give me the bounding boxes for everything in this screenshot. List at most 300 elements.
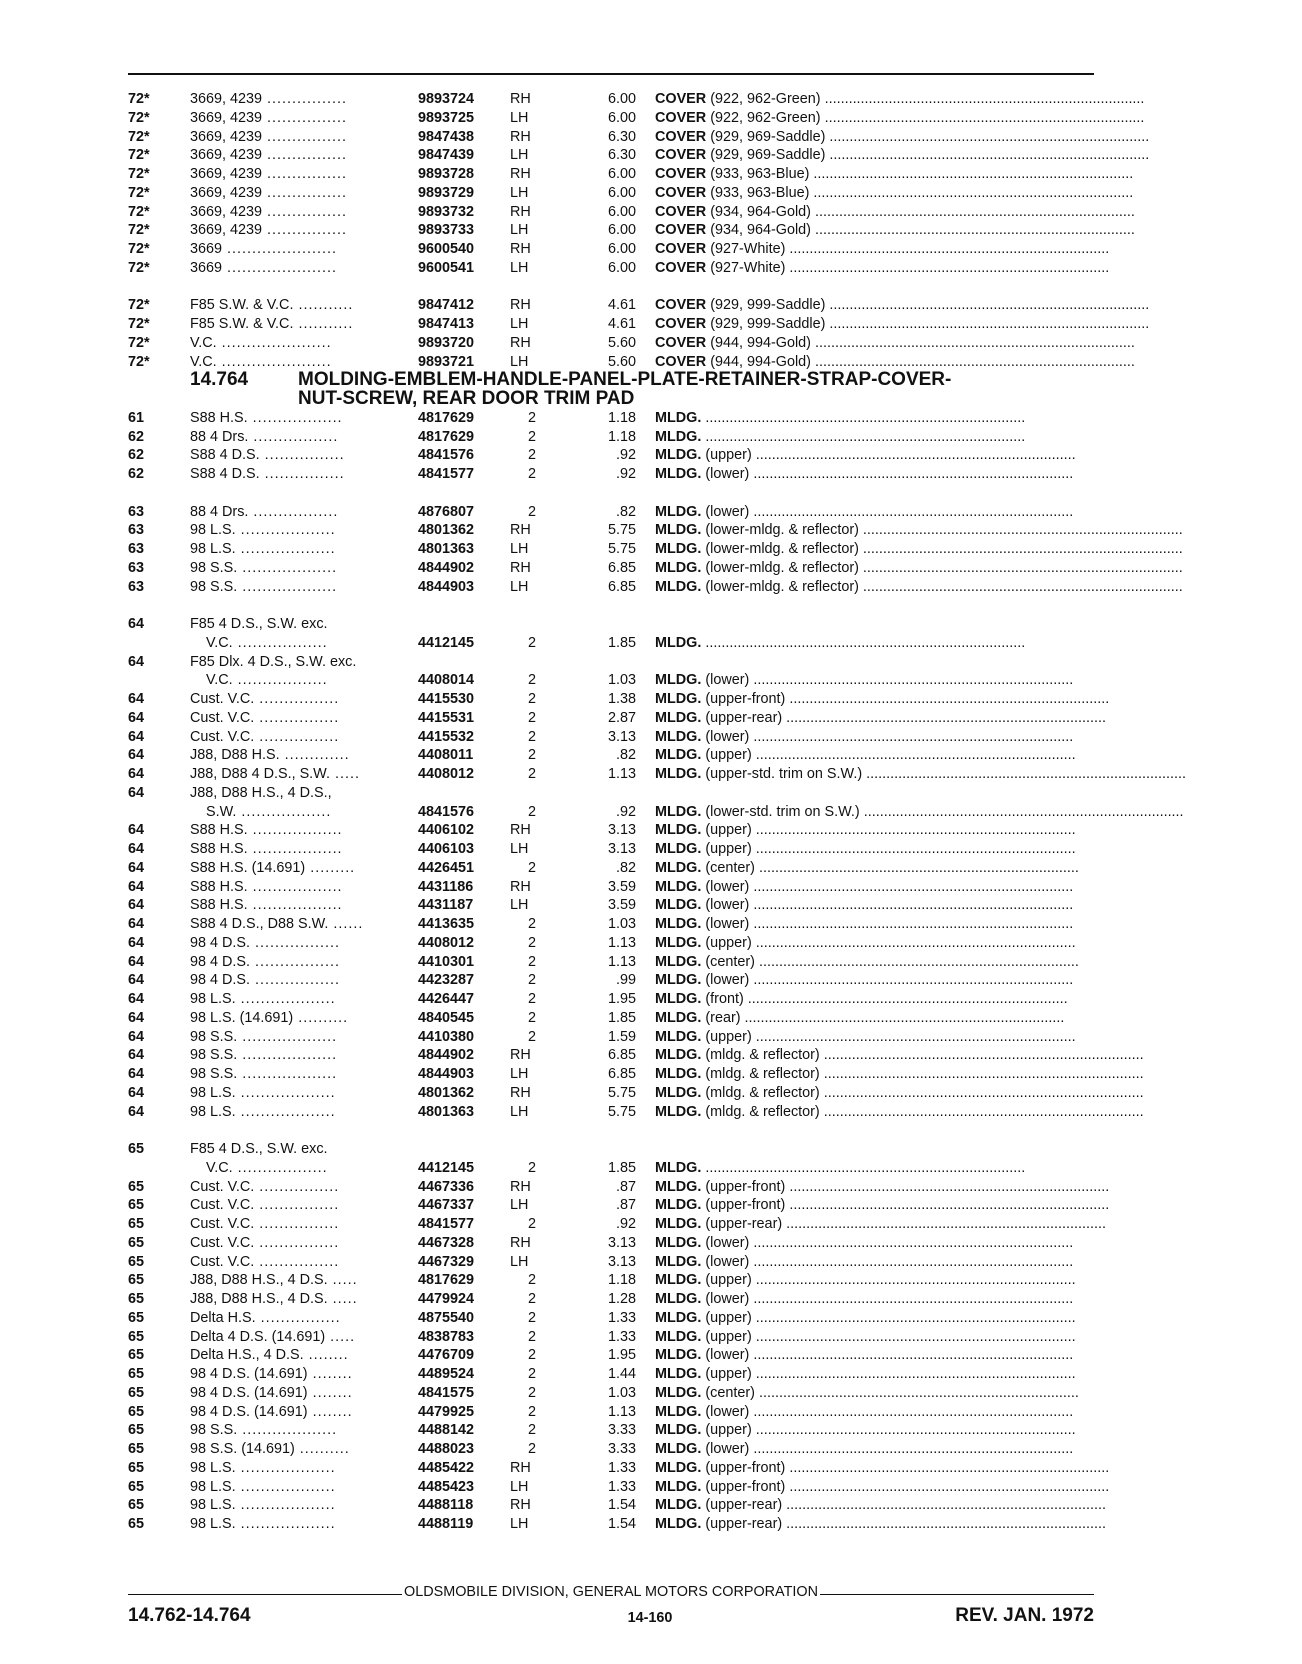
table-row xyxy=(0,1215,1302,1234)
price: 1.44 xyxy=(607,1366,636,1382)
model-year: 72* xyxy=(128,166,150,182)
part-name: MLDG. xyxy=(655,1216,702,1232)
table-row xyxy=(0,1253,1302,1272)
table-row xyxy=(0,615,1302,653)
quantity: RH xyxy=(510,559,531,576)
model-year: 64 xyxy=(128,728,145,745)
part-note: (lower-mldg. & reflector) xyxy=(705,541,859,557)
part-name: MLDG. xyxy=(655,1309,702,1326)
description: MLDG. (lower) ................................................................................ xyxy=(655,1234,1074,1251)
part-number: 9893725 xyxy=(418,109,475,126)
description: COVER (934, 964-Gold) ................................................................................ xyxy=(655,203,1135,220)
model-cell: 98 S.S. ................... xyxy=(190,578,338,595)
description: MLDG. (upper) ................................................................................ xyxy=(655,934,1076,951)
description: COVER (929, 999-Saddle) ................................................................................ xyxy=(655,316,1150,332)
quantity: 2 xyxy=(527,1422,536,1439)
part-name: MLDG. xyxy=(655,1478,702,1495)
table-row xyxy=(0,859,1302,878)
part-name: MLDG. xyxy=(655,991,702,1007)
part-number: 4408011 xyxy=(418,747,474,764)
section-number: 14.764 xyxy=(190,369,249,391)
quantity: 2 xyxy=(527,1291,536,1307)
block-61-62 xyxy=(0,409,1302,484)
model-cell: 3669, 4239 ................ xyxy=(190,222,348,239)
part-note: (lower) xyxy=(705,672,750,689)
model-year: 64 xyxy=(128,991,145,1007)
model-cell: 98 S.S. ................... xyxy=(190,559,338,576)
description: MLDG. (lower) ................................................................................ xyxy=(655,1253,1074,1270)
price: 5.75 xyxy=(607,1103,636,1120)
model-name: 98 S.S. (14.691) xyxy=(190,1441,295,1457)
model-year: 64 xyxy=(128,747,145,764)
model-cell: 98 4 D.S. ................. xyxy=(190,972,340,989)
model-name-cont: V.C. xyxy=(206,672,233,689)
description: MLDG. (lower) ................................................................................ xyxy=(655,1403,1074,1420)
model-name: 98 L.S. (14.691) xyxy=(190,1009,294,1026)
part-number: 4476709 xyxy=(418,1347,475,1364)
model-year: 72* xyxy=(128,316,150,332)
part-number: 4479924 xyxy=(418,1291,475,1307)
part-name: MLDG. xyxy=(655,1253,702,1270)
table-row xyxy=(0,146,1302,165)
price: 1.13 xyxy=(607,934,636,951)
model-year: 63 xyxy=(128,522,145,539)
table-row xyxy=(0,503,1302,522)
part-note: (upper-std. trim on S.W.) xyxy=(705,766,863,782)
part-name: MLDG. xyxy=(655,672,702,689)
part-name: MLDG. xyxy=(655,1403,702,1420)
description: MLDG. (lower) ................................................................................ xyxy=(655,1291,1074,1307)
model-name: J88, D88 H.S., 4 D.S. xyxy=(190,1272,328,1289)
quantity: RH xyxy=(510,522,531,539)
model-name: 98 S.S. xyxy=(190,578,238,595)
model-name: F85 4 D.S., S.W. exc. xyxy=(190,616,328,632)
part-note: (lower-mldg. & reflector) xyxy=(705,578,859,595)
part-note: (lower) xyxy=(705,897,750,914)
quantity: LH xyxy=(510,316,529,332)
price: 1.85 xyxy=(607,1159,636,1176)
part-name: MLDG. xyxy=(655,1441,702,1457)
part-note: (upper-rear) xyxy=(705,1216,783,1232)
model-name: V.C. xyxy=(190,334,217,351)
price: 1.03 xyxy=(607,672,636,689)
part-number: 9893729 xyxy=(418,184,475,201)
model-name: 98 L.S. xyxy=(190,1478,236,1495)
part-name: MLDG. xyxy=(655,1384,702,1401)
part-number: 4467328 xyxy=(418,1234,475,1251)
model-cell: 3669, 4239 ................ xyxy=(190,147,348,164)
part-note: (upper-rear) xyxy=(705,1497,783,1514)
table-row xyxy=(0,1028,1302,1047)
part-name: MLDG. xyxy=(655,972,702,989)
model-name: 98 4 D.S. (14.691) xyxy=(190,1366,308,1382)
model-name: 98 4 D.S. (14.691) xyxy=(190,1403,308,1420)
quantity: RH xyxy=(510,241,531,257)
model-year: 64 xyxy=(128,616,145,632)
model-cell: S88 H.S. .................. xyxy=(190,897,343,914)
part-name: COVER xyxy=(655,297,707,314)
part-number: 9847413 xyxy=(418,316,475,332)
price: 5.75 xyxy=(607,1084,636,1101)
description: MLDG. (upper-front) ................................................................................ xyxy=(655,691,1110,707)
model-name: Delta 4 D.S. (14.691) xyxy=(190,1328,326,1345)
part-number: 4817629 xyxy=(418,1272,475,1289)
part-note: (mldg. & reflector) xyxy=(705,1047,820,1064)
table-row xyxy=(0,409,1302,428)
description: COVER (929, 969-Saddle) ................................................................................ xyxy=(655,128,1150,145)
quantity: LH xyxy=(510,578,529,595)
model-year: 65 xyxy=(128,1253,145,1270)
table-row xyxy=(0,1234,1302,1253)
model-name: 98 L.S. xyxy=(190,1084,236,1101)
description: MLDG. (upper-rear) ................................................................................ xyxy=(655,709,1107,726)
part-name: COVER xyxy=(655,334,707,351)
part-note: (lower) xyxy=(705,466,750,482)
part-name: MLDG. xyxy=(655,1178,702,1195)
part-name: MLDG. xyxy=(655,428,702,445)
price: 1.13 xyxy=(607,1403,636,1420)
model-cell: 98 L.S. ................... xyxy=(190,991,336,1007)
model-cell: Cust. V.C. ................ xyxy=(190,1178,340,1195)
model-cell: 98 L.S. ................... xyxy=(190,541,336,557)
model-cell: Cust. V.C. ................ xyxy=(190,1216,340,1232)
model-year: 72* xyxy=(128,109,150,126)
section-range: 14.762-14.764 xyxy=(128,1605,251,1626)
price: 1.59 xyxy=(607,1028,636,1045)
model-name: 3669, 4239 xyxy=(190,109,263,126)
part-note: (lower) xyxy=(705,1403,750,1420)
part-name: MLDG. xyxy=(655,1047,702,1064)
part-name: MLDG. xyxy=(655,822,702,839)
table-row xyxy=(0,540,1302,559)
model-name: 98 L.S. xyxy=(190,541,236,557)
price: 6.85 xyxy=(607,578,636,595)
description: MLDG. (upper) ................................................................................ xyxy=(655,822,1076,839)
part-note: (upper) xyxy=(705,822,752,839)
table-row xyxy=(0,746,1302,765)
description: MLDG. (upper) ................................................................................ xyxy=(655,1309,1076,1326)
part-name: COVER xyxy=(655,166,707,182)
model-cell: 98 L.S. (14.691) .......... xyxy=(190,1009,349,1026)
table-row xyxy=(0,1309,1302,1328)
model-name: Cust. V.C. xyxy=(190,728,255,745)
model-name: 98 L.S. xyxy=(190,1103,236,1120)
table-row xyxy=(0,1403,1302,1422)
model-cell: S88 H.S. .................. xyxy=(190,841,343,857)
quantity: RH xyxy=(510,128,531,145)
price: 3.13 xyxy=(607,841,636,857)
quantity: RH xyxy=(510,1459,531,1476)
model-cell: Delta 4 D.S. (14.691) ..... xyxy=(190,1328,356,1345)
part-note: (upper) xyxy=(705,1028,752,1045)
description: MLDG. (mldg. & reflector) ................................................................................ xyxy=(655,1047,1144,1064)
description: COVER (944, 994-Gold) ................................................................................ xyxy=(655,334,1135,351)
model-cell: S88 4 D.S. ................ xyxy=(190,447,345,464)
model-year: 72* xyxy=(128,184,150,201)
part-number: 4415531 xyxy=(418,709,475,726)
part-name: MLDG. xyxy=(655,1159,702,1176)
quantity: 2 xyxy=(527,709,536,726)
quantity: 2 xyxy=(527,447,536,464)
table-row xyxy=(0,1084,1302,1103)
model-year: 65 xyxy=(128,1197,145,1214)
price: 3.33 xyxy=(607,1441,636,1457)
model-year: 72* xyxy=(128,297,150,314)
model-name: 3669, 4239 xyxy=(190,184,263,201)
corporation-name: OLDSMOBILE DIVISION, GENERAL MOTORS CORPORATION xyxy=(404,1584,818,1600)
table-row xyxy=(0,165,1302,184)
model-cell: 98 S.S. (14.691) .......... xyxy=(190,1441,350,1457)
model-year: 65 xyxy=(128,1234,145,1251)
table-row xyxy=(0,1178,1302,1197)
table-row xyxy=(0,653,1302,691)
model-name: S88 4 D.S. xyxy=(190,447,260,464)
model-cell: 98 L.S. ................... xyxy=(190,1478,336,1495)
part-note: (lower) xyxy=(705,728,750,745)
part-note: (lower) xyxy=(705,503,750,520)
price: .92 xyxy=(615,447,636,464)
model-name: J88, D88 H.S., 4 D.S., xyxy=(190,784,332,801)
table-row xyxy=(0,821,1302,840)
description: MLDG. (upper-std. trim on S.W.) ................................................................................ xyxy=(655,766,1186,782)
price: 1.33 xyxy=(607,1478,636,1495)
quantity: RH xyxy=(510,1178,531,1195)
model-cell: F85 4 D.S., S.W. exc. V.C. .................. xyxy=(190,1140,408,1178)
table-row xyxy=(0,784,1302,822)
table-row xyxy=(0,240,1302,259)
model-cell: J88, D88 H.S., 4 D.S., S.W. .................. xyxy=(190,784,408,822)
table-row xyxy=(0,1290,1302,1309)
quantity: 2 xyxy=(527,503,536,520)
description: COVER (944, 994-Gold) ................................................................................ xyxy=(655,353,1135,370)
part-name: COVER xyxy=(655,316,707,332)
model-year: 65 xyxy=(128,1422,145,1439)
part-name: MLDG. xyxy=(655,747,702,764)
model-year: 65 xyxy=(128,1216,145,1232)
part-name: MLDG. xyxy=(655,1009,702,1026)
quantity: RH xyxy=(510,822,531,839)
model-year: 72* xyxy=(128,91,150,107)
model-year: 65 xyxy=(128,1178,145,1195)
model-year: 64 xyxy=(128,1084,145,1101)
quantity: 2 xyxy=(527,1366,536,1382)
part-note: (929, 969-Saddle) xyxy=(710,128,826,145)
part-note: (upper) xyxy=(705,1309,752,1326)
model-name: 98 L.S. xyxy=(190,1516,236,1532)
part-number: 9893732 xyxy=(418,203,475,220)
model-cell: Delta H.S., 4 D.S. ........ xyxy=(190,1347,349,1364)
part-number: 9893720 xyxy=(418,334,475,351)
part-number: 4841575 xyxy=(418,1384,475,1401)
part-name: MLDG. xyxy=(655,841,702,857)
part-number: 4841576 xyxy=(418,447,475,464)
part-note: (center) xyxy=(705,1384,755,1401)
quantity: RH xyxy=(510,91,531,107)
part-number: 4801362 xyxy=(418,522,475,539)
table-row xyxy=(0,465,1302,484)
model-name: Cust. V.C. xyxy=(190,1197,255,1214)
part-number: 4431186 xyxy=(418,878,474,895)
part-number: 4488119 xyxy=(418,1516,474,1532)
quantity: LH xyxy=(510,1516,529,1532)
part-number: 4488142 xyxy=(418,1422,475,1439)
part-number: 9600540 xyxy=(418,241,475,257)
description: MLDG. (lower) ................................................................................ xyxy=(655,1441,1074,1457)
model-year: 64 xyxy=(128,878,145,895)
part-number: 4431187 xyxy=(418,897,474,914)
table-row xyxy=(0,296,1302,315)
model-year: 72* xyxy=(128,222,150,239)
quantity: RH xyxy=(510,1047,531,1064)
quantity: LH xyxy=(510,147,529,164)
part-number: 4426451 xyxy=(418,859,475,876)
part-note: (upper-front) xyxy=(705,1197,786,1214)
part-number: 4485423 xyxy=(418,1478,475,1495)
part-name: MLDG. xyxy=(655,1328,702,1345)
quantity: LH xyxy=(510,841,529,857)
model-year: 64 xyxy=(128,1028,145,1045)
model-name: 98 S.S. xyxy=(190,1422,238,1439)
table-row xyxy=(0,690,1302,709)
quantity: 2 xyxy=(527,1216,536,1232)
table-row xyxy=(0,1009,1302,1028)
quantity: 2 xyxy=(527,728,536,745)
part-name: MLDG. xyxy=(655,1066,702,1082)
model-name: S88 H.S. xyxy=(190,841,248,857)
model-cell: J88, D88 4 D.S., S.W. ..... xyxy=(190,766,360,782)
price: .82 xyxy=(615,747,636,764)
part-note: (mldg. & reflector) xyxy=(705,1103,820,1120)
price: 3.13 xyxy=(607,822,636,839)
quantity: LH xyxy=(510,222,529,239)
model-name: 3669, 4239 xyxy=(190,128,263,145)
description: COVER (933, 963-Blue) ................................................................................ xyxy=(655,166,1134,182)
price: .92 xyxy=(615,803,636,820)
quantity: RH xyxy=(510,878,531,895)
part-note: (upper) xyxy=(705,934,752,951)
model-year: 64 xyxy=(128,953,145,970)
model-cell: Cust. V.C. ................ xyxy=(190,1197,340,1214)
table-row xyxy=(0,559,1302,578)
model-year: 65 xyxy=(128,1403,145,1420)
model-cell: 98 4 D.S. ................. xyxy=(190,953,340,970)
quantity: 2 xyxy=(527,766,536,782)
table-row xyxy=(0,1365,1302,1384)
part-number: 4801363 xyxy=(418,541,475,557)
part-name: MLDG. xyxy=(655,709,702,726)
table-row xyxy=(0,1384,1302,1403)
model-name: 3669, 4239 xyxy=(190,91,263,107)
description: COVER (929, 969-Saddle) ................................................................................ xyxy=(655,147,1150,164)
model-name: 3669 xyxy=(190,259,223,276)
model-cell: 88 4 Drs. ................. xyxy=(190,428,339,445)
model-year: 64 xyxy=(128,916,145,932)
description: MLDG. (upper-rear) ................................................................................ xyxy=(655,1216,1107,1232)
quantity: 2 xyxy=(527,691,536,707)
table-row xyxy=(0,1140,1302,1178)
part-name: MLDG. xyxy=(655,1272,702,1289)
table-row xyxy=(0,184,1302,203)
part-number: 4467337 xyxy=(418,1197,475,1214)
part-note: (929, 999-Saddle) xyxy=(710,316,826,332)
description: MLDG. (lower-mldg. & reflector) ................................................................................ xyxy=(655,559,1183,576)
quantity: 2 xyxy=(527,803,536,820)
price: 6.00 xyxy=(607,109,636,126)
part-note: (944, 994-Gold) xyxy=(710,353,811,370)
model-cell: J88, D88 H.S. ............. xyxy=(190,747,350,764)
price: 1.18 xyxy=(607,428,636,445)
model-name: S88 4 D.S., D88 S.W. xyxy=(190,916,329,932)
model-name: Cust. V.C. xyxy=(190,1178,255,1195)
part-number: 4841577 xyxy=(418,466,475,482)
model-year: 72* xyxy=(128,241,150,257)
model-year: 64 xyxy=(128,1103,145,1120)
table-row xyxy=(0,259,1302,278)
model-name: 3669, 4239 xyxy=(190,222,263,239)
part-name: MLDG. xyxy=(655,466,702,482)
model-cell: Cust. V.C. ................ xyxy=(190,1253,340,1270)
quantity: 2 xyxy=(527,1403,536,1420)
description: MLDG. (upper-rear) ................................................................................ xyxy=(655,1497,1107,1514)
description: MLDG. (front) ................................................................................ xyxy=(655,991,1068,1007)
price: .87 xyxy=(615,1197,636,1214)
part-note: (927-White) xyxy=(710,259,786,276)
price: 4.61 xyxy=(607,316,636,332)
price: 5.60 xyxy=(607,334,636,351)
price: 1.95 xyxy=(607,991,636,1007)
description: MLDG. (upper-front) ................................................................................ xyxy=(655,1178,1110,1195)
quantity: RH xyxy=(510,334,531,351)
quantity: LH xyxy=(510,1253,529,1270)
part-number: 4844902 xyxy=(418,1047,475,1064)
price: .99 xyxy=(615,972,636,989)
model-name: J88, D88 H.S. xyxy=(190,747,280,764)
section-title-line1: MOLDING-EMBLEM-HANDLE-PANEL-PLATE-RETAINER-STRAP-COVER- xyxy=(298,369,952,391)
description: MLDG. (upper-rear) ................................................................................ xyxy=(655,1516,1107,1532)
model-name: S88 4 D.S. xyxy=(190,466,260,482)
model-cell: 88 4 Drs. ................. xyxy=(190,503,339,520)
model-name: F85 4 D.S., S.W. exc. xyxy=(190,1141,328,1157)
description: COVER (927-White) ................................................................................ xyxy=(655,241,1110,257)
description: MLDG. (lower-mldg. & reflector) ................................................................................ xyxy=(655,578,1183,595)
model-name: Delta H.S., 4 D.S. xyxy=(190,1347,304,1364)
description: MLDG. (upper) ................................................................................ xyxy=(655,447,1076,464)
quantity: 2 xyxy=(527,428,536,445)
quantity: 2 xyxy=(527,1159,536,1176)
part-number: 4817629 xyxy=(418,409,475,426)
table-row xyxy=(0,1515,1302,1534)
part-number: 4467329 xyxy=(418,1253,475,1270)
part-number: 4841577 xyxy=(418,1216,475,1232)
model-year: 72* xyxy=(128,334,150,351)
table-row xyxy=(0,1440,1302,1459)
page-number: 14-160 xyxy=(627,1610,673,1626)
part-name: MLDG. xyxy=(655,559,702,576)
price: 6.85 xyxy=(607,1066,636,1082)
part-number: 4844903 xyxy=(418,578,475,595)
description: MLDG. (upper) ................................................................................ xyxy=(655,1328,1076,1345)
price: 6.00 xyxy=(607,166,636,182)
model-year: 63 xyxy=(128,578,145,595)
table-row xyxy=(0,1421,1302,1440)
part-number: 9893721 xyxy=(418,353,475,370)
part-name: MLDG. xyxy=(655,1103,702,1120)
model-cell: Delta H.S. ................ xyxy=(190,1309,341,1326)
price: 1.03 xyxy=(607,1384,636,1401)
quantity: LH xyxy=(510,1066,529,1082)
part-name: MLDG. xyxy=(655,766,702,782)
description: MLDG. (lower) ................................................................................ xyxy=(655,503,1074,520)
